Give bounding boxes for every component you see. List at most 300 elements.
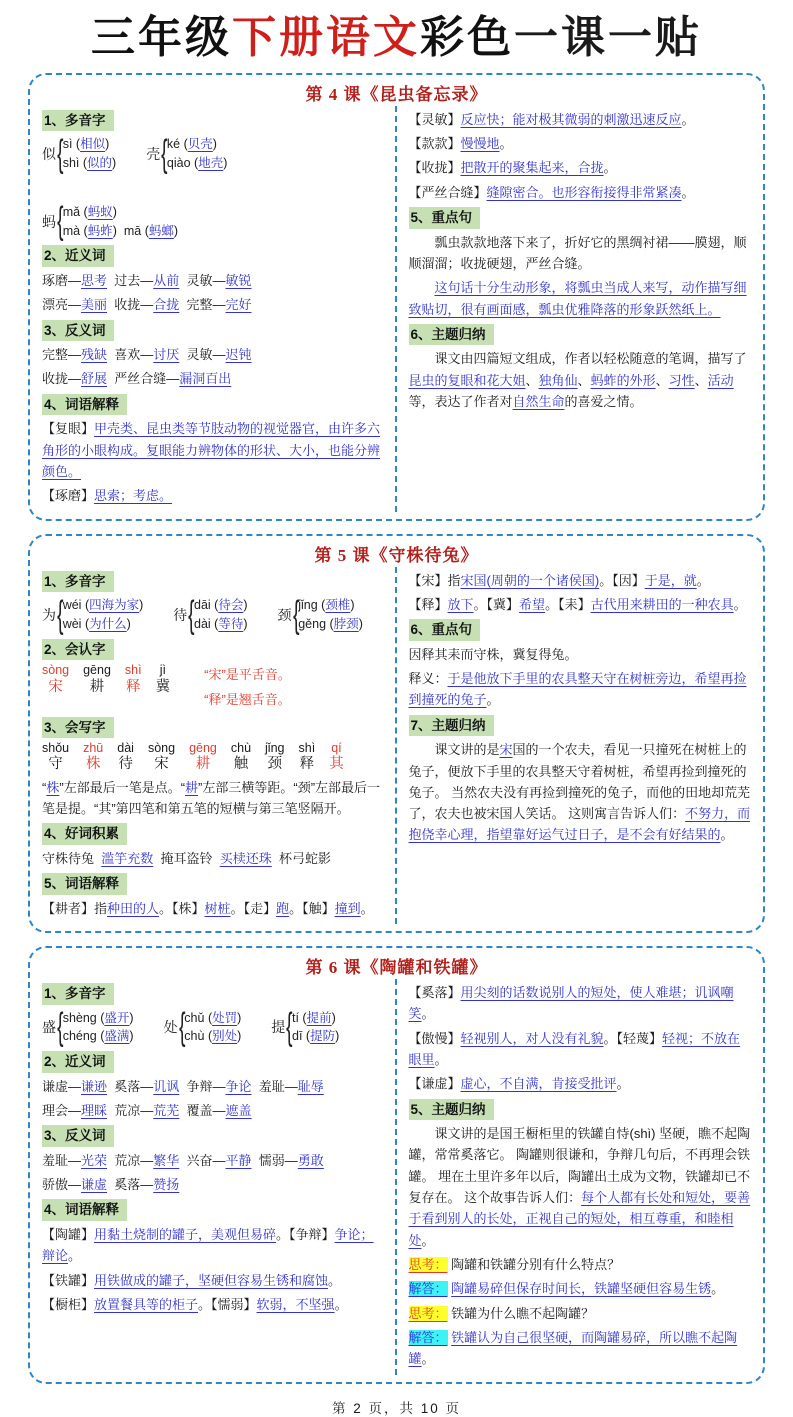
text-segment: 【灵敏】 xyxy=(408,111,461,127)
text-segment: 掩耳盗铃 xyxy=(153,850,220,866)
paragraph xyxy=(409,157,752,178)
text-segment: 。 xyxy=(421,1006,435,1022)
example-word: 颈椎 xyxy=(325,598,351,613)
text-segment: 合拢 xyxy=(153,297,180,313)
text-segment: 敏锐 xyxy=(225,272,252,288)
paragraph xyxy=(409,739,752,846)
polyphone-group xyxy=(42,593,144,636)
topic-heading-row xyxy=(42,1051,385,1073)
text-segment: 因释其耒而守株，冀复得兔。 xyxy=(408,646,578,662)
polyphone-group xyxy=(42,132,117,175)
polyphone-readings xyxy=(298,596,363,634)
example-word: 蚂蚁 xyxy=(87,204,113,219)
text-segment: 羞耻— xyxy=(42,1152,82,1168)
text-segment: 虚心，不自满，肯接受批评 xyxy=(460,1076,617,1092)
topic-heading: 2、近义词 xyxy=(42,245,114,267)
lesson-columns xyxy=(40,106,753,512)
text-segment: 陶罐易碎但保存时间长，铁罐坚硬但容易生锈 xyxy=(451,1281,712,1297)
page-number: 第 2 页，共 10 页 xyxy=(331,1400,462,1416)
pinyin: jǐng xyxy=(298,598,322,613)
text-segment: 国的一个农夫，看见一只撞死在树桩上的兔子，便放下手里的农具整天守着树桩，希望再捡到撞死的兔子。 当然农夫没有再捡到撞死的兔子，而他的田地却荒芜了，农夫也被宋国人笑话。 这则寓言告诉人们： xyxy=(408,742,751,822)
character: 待 xyxy=(118,756,133,773)
example-word: 别处 xyxy=(212,1029,238,1044)
text-segment: 滥竽充数 xyxy=(101,850,154,866)
character-with-pinyin xyxy=(83,663,111,696)
example-word: 蚂蚱 xyxy=(87,223,113,238)
topic-heading-row xyxy=(42,639,385,661)
text-segment: 遮盖 xyxy=(225,1102,252,1118)
text-segment: 自然生命 xyxy=(512,394,565,410)
polyphone-readings xyxy=(63,135,117,173)
character-items xyxy=(42,741,344,774)
paragraph xyxy=(409,182,752,203)
text-segment: 于是，就 xyxy=(644,572,697,588)
text-segment: 【铁罐】 xyxy=(42,1272,95,1288)
paragraph xyxy=(409,1254,752,1275)
topic-heading-row xyxy=(42,394,385,416)
text-segment: 轻视别人，对人没有礼貌 xyxy=(460,1030,604,1046)
paragraph xyxy=(42,898,385,919)
paragraph xyxy=(42,1100,385,1121)
column-left xyxy=(40,567,397,924)
example-word: 提防 xyxy=(310,1029,336,1044)
reading-line: shì (似的) xyxy=(62,156,117,171)
text-segment: 【复眼】 xyxy=(42,421,95,437)
text-segment: 【奚落】 xyxy=(408,984,461,1000)
pinyin: dī xyxy=(292,1029,306,1044)
pinyin: dài xyxy=(194,616,215,631)
character-with-pinyin xyxy=(265,741,284,774)
text-segment: 舒展 xyxy=(81,371,108,387)
character: 株 xyxy=(85,756,101,773)
paragraph xyxy=(42,485,385,506)
text-segment: 独角仙 xyxy=(538,372,578,388)
pinyin: dài xyxy=(117,741,134,756)
topic-heading: 1、多音字 xyxy=(42,571,114,593)
polyphone-character: 提 xyxy=(271,1019,286,1036)
text-segment: 讨厌 xyxy=(153,347,180,363)
pinyin: chù xyxy=(184,1029,208,1044)
character-with-pinyin xyxy=(42,741,69,774)
text-segment: 。 xyxy=(421,1351,435,1367)
text-segment: 、 xyxy=(655,372,669,388)
text-segment: 琢磨— xyxy=(42,272,82,288)
polyphone-readings xyxy=(167,135,227,173)
pinyin: shì xyxy=(298,741,316,756)
example-word: 四海为家 xyxy=(89,598,140,613)
pinyin: ké xyxy=(166,137,184,152)
paragraph xyxy=(409,232,752,275)
character-with-pinyin xyxy=(83,741,103,774)
paragraph xyxy=(42,1224,385,1267)
polyphone-readings xyxy=(63,1009,134,1047)
brace-icon: { xyxy=(57,200,64,243)
topic-heading-row xyxy=(42,1199,385,1221)
pinyin: gěng xyxy=(298,616,330,631)
pinyin: mǎ xyxy=(62,204,84,219)
topic-heading-row xyxy=(42,717,385,739)
topic-heading-row xyxy=(409,715,752,737)
text-segment: 思考： xyxy=(408,1256,448,1272)
text-segment: 铁罐为什么瞧不起陶罐？ xyxy=(447,1305,595,1321)
topic-heading: 4、词语解释 xyxy=(42,394,127,416)
topic-heading-row xyxy=(42,571,385,593)
pinyin: jǐng xyxy=(265,741,285,756)
paragraph xyxy=(42,848,385,869)
polyphone-readings xyxy=(292,1009,339,1047)
paragraph xyxy=(409,1028,752,1071)
polyphone-readings xyxy=(63,596,144,634)
text-segment: 从前 xyxy=(153,272,180,288)
text-segment: 把散开的聚集起来，合拢 xyxy=(460,160,604,176)
reading-line: shèng (盛开) xyxy=(62,1010,134,1025)
character: 触 xyxy=(233,756,249,773)
pinyin: chǔ xyxy=(184,1010,208,1025)
text-segment: 。 xyxy=(486,692,500,708)
topic-heading: 3、反义词 xyxy=(42,1125,114,1147)
text-segment: 。【耒】 xyxy=(545,596,591,612)
text-segment: 【琢磨】 xyxy=(42,488,95,504)
topic-heading: 7、主题归纳 xyxy=(409,715,494,737)
text-segment: 【宋】指 xyxy=(408,572,461,588)
text-segment: 用铁做成的罐子，坚硬但容易生锈和腐蚀 xyxy=(94,1272,329,1288)
brace-icon: { xyxy=(292,593,300,636)
text-segment: 谦逊 xyxy=(81,1078,108,1094)
topic-heading: 4、好词积累 xyxy=(42,823,127,845)
text-segment: 释义： xyxy=(408,671,448,687)
lesson-title: 第 5 课《守株待兔》 xyxy=(314,545,479,565)
text-segment: 。 xyxy=(334,1296,348,1312)
paragraph xyxy=(42,368,385,389)
text-segment: 严丝合缝— xyxy=(107,371,180,387)
polyphone-character: 处 xyxy=(163,1019,178,1036)
paragraph xyxy=(409,570,752,591)
pinyin: wèi xyxy=(62,616,85,631)
paragraph xyxy=(409,644,752,665)
text-segment: 、 xyxy=(525,372,539,388)
text-segment: 勇敢 xyxy=(297,1152,324,1168)
pronunciation-note: “宋”是平舌音。 xyxy=(204,667,291,683)
text-segment: 繁华 xyxy=(153,1152,180,1168)
text-segment: 买椟还珠 xyxy=(219,850,272,866)
character: 释 xyxy=(126,678,141,695)
reading-line: jǐng (颈椎) xyxy=(298,598,355,613)
text-segment: 收拢— xyxy=(42,371,82,387)
pinyin: mā xyxy=(123,223,145,238)
text-segment: 【傲慢】 xyxy=(408,1030,461,1046)
text-segment: 课文讲的是 xyxy=(434,742,500,758)
character-with-pinyin xyxy=(125,663,142,696)
text-segment: 。 xyxy=(603,160,617,176)
topic-heading-row xyxy=(42,823,385,845)
text-segment: 灵敏— xyxy=(179,272,226,288)
polyphone-character: 蚂 xyxy=(42,213,56,230)
text-segment: 兴奋— xyxy=(179,1152,226,1168)
text-segment: 守株待兔 xyxy=(42,850,102,866)
polyphone-readings xyxy=(63,203,178,241)
text-segment: 光荣 xyxy=(81,1152,108,1168)
text-segment: 骄傲— xyxy=(42,1177,82,1193)
lesson-columns xyxy=(40,567,753,924)
topic-heading-row xyxy=(42,110,385,132)
paragraph xyxy=(409,982,752,1025)
brace-icon: { xyxy=(57,593,64,636)
text-segment: 希望 xyxy=(519,596,546,612)
reading-line: dī (提防) xyxy=(292,1029,340,1044)
text-segment: 放下 xyxy=(447,596,474,612)
text-segment: 瓢虫款款地落下来了，折好它的黑绸衬裙——膜翅，顺顺溜溜；收拢硬翅，严丝合缝。 xyxy=(408,234,747,271)
text-segment: 思考 xyxy=(81,272,108,288)
text-segment: 【严丝合缝】 xyxy=(408,184,487,200)
text-segment: 【谦虚】 xyxy=(408,1076,461,1092)
topic-heading-row xyxy=(409,207,752,229)
text-segment: 。 xyxy=(681,111,695,127)
pinyin: shǒu xyxy=(42,741,70,756)
character-row xyxy=(42,663,385,712)
pinyin: sì xyxy=(62,137,76,152)
text-segment: 不努力，而抱侥幸心理，指望靠好运气过日子，是不会有好结果的 xyxy=(408,806,751,843)
example-word: 贝壳 xyxy=(187,137,213,152)
character-with-pinyin xyxy=(156,663,171,696)
text-segment: 一课一贴 xyxy=(514,13,702,62)
character-with-pinyin xyxy=(189,741,217,774)
polyphone-group xyxy=(271,1006,340,1049)
reading-line: wéi (四海为家) xyxy=(62,598,144,613)
pinyin: qiào xyxy=(166,156,195,171)
text-segment: ”左部最后一笔是点。“ xyxy=(59,779,186,795)
text-segment: 迟钝 xyxy=(225,347,252,363)
polyphone-group xyxy=(277,593,363,636)
text-segment: 宋 xyxy=(499,742,513,758)
text-segment: 喜欢— xyxy=(107,347,154,363)
text-segment: 陶罐和铁罐分别有什么特点？ xyxy=(447,1256,621,1272)
text-segment: 。 xyxy=(720,827,734,843)
text-segment: 、 xyxy=(577,372,591,388)
text-segment: 。 xyxy=(434,1051,448,1067)
paragraph xyxy=(409,109,752,130)
paragraph xyxy=(409,277,752,320)
text-segment: 奚落— xyxy=(107,1177,154,1193)
text-segment: 习性 xyxy=(668,372,695,388)
text-segment: 。 xyxy=(421,1232,435,1248)
text-segment: 耕 xyxy=(185,779,199,795)
polyphone-group xyxy=(163,1006,242,1049)
reading-line: sì (相似) xyxy=(62,137,110,152)
text-segment: “ xyxy=(42,779,47,795)
topic-heading-row xyxy=(42,245,385,267)
topic-heading-row xyxy=(42,873,385,895)
character: 颈 xyxy=(267,756,283,773)
pinyin: dāi xyxy=(194,598,215,613)
text-segment: 。 xyxy=(328,1272,342,1288)
text-segment: 。 xyxy=(616,1076,630,1092)
example-word: 脖颈 xyxy=(333,616,359,631)
text-segment: 的喜爱之情。 xyxy=(564,394,643,410)
text-segment: 杯弓蛇影 xyxy=(271,850,331,866)
character-items xyxy=(42,663,170,696)
text-segment: 。【轻蔑】 xyxy=(603,1030,663,1046)
polyphone-group xyxy=(146,132,228,175)
example-word: 相似 xyxy=(80,137,106,152)
text-segment: 完好 xyxy=(225,297,252,313)
topic-heading: 2、近义词 xyxy=(42,1051,114,1073)
text-segment: 思考： xyxy=(408,1305,448,1321)
text-segment: 耻辱 xyxy=(297,1078,324,1094)
pinyin: qí xyxy=(331,741,342,756)
reading-line: mà (蚂蚱) mā (蚂螂) xyxy=(62,223,179,238)
topic-heading-row xyxy=(42,983,385,1005)
text-segment: 蚂蚱的外形 xyxy=(590,372,656,388)
text-segment: 放置餐具等的柜子 xyxy=(94,1296,199,1312)
example-word: 蚂螂 xyxy=(148,223,174,238)
text-segment: 铁罐认为自己很坚硬，而陶罐易碎，所以瞧不起陶罐 xyxy=(408,1329,738,1367)
topic-heading: 1、多音字 xyxy=(42,983,114,1005)
topic-heading-row xyxy=(42,320,385,342)
lesson-title: 第 6 课《陶罐和铁罐》 xyxy=(305,957,488,977)
text-segment: 过去— xyxy=(107,272,154,288)
character-with-pinyin xyxy=(117,741,134,774)
text-segment: 轻视；不放在眼里 xyxy=(408,1030,741,1067)
pinyin: shèng xyxy=(62,1010,101,1025)
reading-line: chù (别处) xyxy=(184,1029,242,1044)
text-segment: 。【冀】 xyxy=(473,596,520,612)
text-segment: 。【株】 xyxy=(159,900,205,916)
text-segment: 活动 xyxy=(707,372,734,388)
character-row xyxy=(42,741,385,774)
text-segment: 。 xyxy=(681,184,695,200)
text-segment: 完整— xyxy=(42,347,82,363)
character: 冀 xyxy=(155,678,171,695)
lesson-box-6 xyxy=(28,946,765,1384)
text-segment: 理会— xyxy=(42,1102,82,1118)
text-segment: 。【走】 xyxy=(230,900,277,916)
paragraph xyxy=(42,294,385,315)
character-with-pinyin xyxy=(231,741,251,774)
text-segment: 。 xyxy=(499,136,513,152)
text-segment: 彩色 xyxy=(420,13,514,62)
example-word: 为什么 xyxy=(89,616,127,631)
text-segment: ”左部三横等距。“颈”左部最后一笔是提。“其”第四笔和第五笔的短横与第三笔竖隔开。 xyxy=(42,779,381,816)
brace-icon: { xyxy=(178,1006,186,1049)
text-segment: 。 xyxy=(711,1281,725,1297)
text-segment: 美丽 xyxy=(81,297,108,313)
text-segment: 漏洞百出 xyxy=(179,371,232,387)
text-segment: 撞到 xyxy=(334,900,361,916)
lesson-columns xyxy=(40,979,753,1375)
topic-heading: 4、词语解释 xyxy=(42,1199,127,1221)
polyphone-character: 盛 xyxy=(42,1019,56,1036)
text-segment: 荒凉— xyxy=(107,1152,154,1168)
text-segment: 用黏土烧制的罐子，美观但易碎 xyxy=(94,1226,277,1242)
character: 耕 xyxy=(89,678,105,695)
polyphone-group xyxy=(173,593,248,636)
topic-heading: 5、主题归纳 xyxy=(409,1099,494,1121)
topic-heading: 1、多音字 xyxy=(42,110,114,132)
topic-heading: 2、会认字 xyxy=(42,639,114,661)
polyphone-row xyxy=(42,1006,385,1049)
paragraph xyxy=(409,133,752,154)
brace-icon: { xyxy=(57,1006,64,1049)
text-segment: 谦虚 xyxy=(81,1177,108,1193)
topic-heading: 6、重点句 xyxy=(409,619,481,641)
paragraph xyxy=(409,1123,752,1251)
text-segment: 树桩 xyxy=(204,900,231,916)
text-segment: 反应快；能对极其微弱的刺激迅速反应 xyxy=(460,111,682,127)
polyphone-row xyxy=(42,593,385,636)
text-segment: 思索；考虑。 xyxy=(94,488,173,504)
text-segment: 这句话十分生动形象，将瓢虫当成人来写，动作描写细致贴切，很有画面感，瓢虫优雅降落的形象跃然纸上。 xyxy=(408,280,747,317)
pinyin: chù xyxy=(230,741,252,756)
example-word: 地壳 xyxy=(198,156,224,171)
column-right xyxy=(397,979,754,1375)
text-segment: 【款款】 xyxy=(408,136,461,152)
polyphone-character: 壳 xyxy=(146,146,161,163)
text-segment: 。【因】 xyxy=(599,572,645,588)
text-segment: 。【触】 xyxy=(289,900,335,916)
paragraph xyxy=(409,1327,752,1370)
paragraph xyxy=(409,1303,752,1324)
pinyin: tí xyxy=(292,1010,303,1025)
lesson-box-5 xyxy=(28,534,765,933)
pinyin: sòng xyxy=(42,663,70,678)
topic-heading: 3、反义词 xyxy=(42,320,114,342)
brace-icon: { xyxy=(188,593,195,636)
text-segment: 。 xyxy=(68,1248,82,1264)
brace-icon: { xyxy=(161,132,168,175)
polyphone-character: 为 xyxy=(42,606,56,623)
text-segment: 缝隙密合。也形容衔接得非常紧凑 xyxy=(486,184,682,200)
text-segment: 。【懦弱】 xyxy=(198,1296,257,1312)
reading-line: qiào (地壳) xyxy=(166,156,228,171)
character: 释 xyxy=(299,756,315,773)
character-with-pinyin xyxy=(329,741,344,774)
pronunciation-note: “释”是翘舌音。 xyxy=(204,691,291,707)
text-segment: 古代用来耕田的一种农具 xyxy=(590,596,734,612)
paragraph xyxy=(409,1073,752,1094)
column-left xyxy=(40,979,397,1375)
example-word: 等待 xyxy=(218,616,244,631)
reading-line: chǔ (处罚) xyxy=(184,1010,242,1025)
pinyin: jì xyxy=(159,663,166,678)
topic-heading: 6、主题归纳 xyxy=(409,324,494,346)
pinyin: shì xyxy=(124,663,142,678)
text-segment: 昆虫的复眼和花大姐 xyxy=(408,372,526,388)
topic-heading: 5、重点句 xyxy=(409,207,481,229)
topic-heading-row xyxy=(409,619,752,641)
text-segment: 残缺 xyxy=(81,347,108,363)
paragraph xyxy=(409,594,752,615)
text-segment: 讥讽 xyxy=(153,1078,180,1094)
text-segment: 解答： xyxy=(408,1281,448,1297)
reading-line: mǎ (蚂蚁) xyxy=(62,204,117,219)
column-right xyxy=(397,106,754,512)
text-segment: 收拢— xyxy=(107,297,154,313)
character: 耕 xyxy=(195,756,211,773)
example-word: 待会 xyxy=(218,598,244,613)
text-segment: 下册语文 xyxy=(232,13,420,62)
topic-heading-row xyxy=(42,1125,385,1147)
example-word: 似的 xyxy=(87,156,113,171)
text-segment: 宋国(周朝的一个诸侯国) xyxy=(460,572,600,588)
text-segment: 赞扬 xyxy=(153,1177,180,1193)
text-segment: 株 xyxy=(46,779,60,795)
text-segment: 理睬 xyxy=(81,1102,108,1118)
text-segment: 。【争辩】 xyxy=(276,1226,335,1242)
text-segment: 甲壳类、昆虫类等节肢动物的视觉器官，由许多六角形的小眼构成。复眼能力辨物体的形状、大小，也能分辨颜色。 xyxy=(42,421,381,479)
character: 守 xyxy=(48,756,63,773)
reading-line: tí (提前) xyxy=(292,1010,336,1025)
column-left xyxy=(40,106,397,512)
